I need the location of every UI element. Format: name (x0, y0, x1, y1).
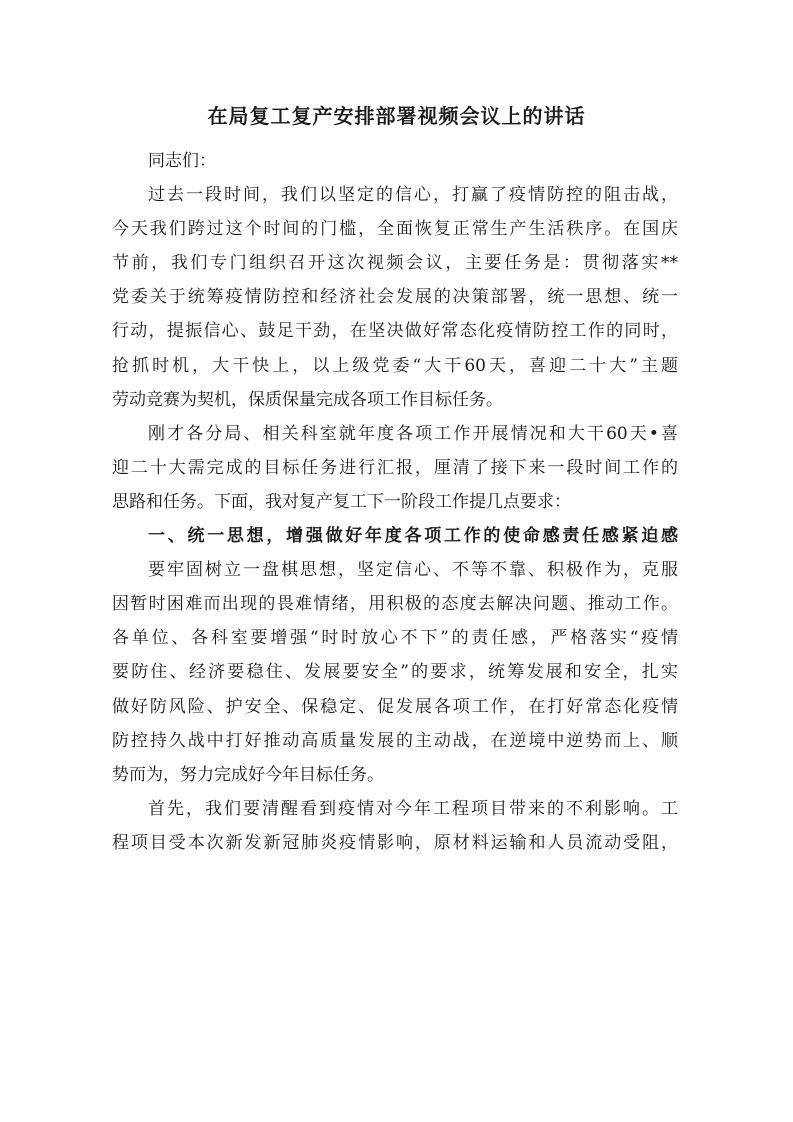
paragraph-line: 因暂时困难而出现的畏难情绪，用积极的态度去解决问题、推动工作。 (112, 594, 678, 615)
paragraph-line: 各单位、各科室要增强“时时放心不下”的责任感，严格落实“疫情 (112, 628, 678, 649)
paragraph-line: 防控持久战中打好推动高质量发展的主动战，在逆境中逆势而上、顺 (112, 730, 678, 751)
paragraph-line: 今天我们跨过这个时间的门槛，全面恢复正常生产生活秩序。在国庆 (112, 219, 678, 240)
paragraph (112, 553, 678, 792)
document-title: 在局复工复产安排部署视频会议上的讲话 (207, 104, 586, 128)
paragraph-line: 首先，我们要清醒看到疫情对今年工程项目带来的不利影响。工 (148, 798, 678, 819)
paragraph-line: 劳动竞赛为契机，保质保量完成各项工作目标任务。 (112, 389, 503, 410)
paragraph-line: 要防住、经济要稳住、发展要安全”的要求，统筹发展和安全，扎实 (112, 662, 678, 683)
paragraph-line: 抢抓时机，大干快上，以上级党委“大干60天，喜迎二十大”主题 (112, 355, 678, 376)
paragraph-line: 过去一段时间，我们以坚定的信心，打赢了疫情防控的阻击战， (148, 185, 678, 206)
paragraph-line: 势而为，努力完成好今年目标任务。 (112, 764, 384, 785)
paragraph-line: 程项目受本次新发新冠肺炎疫情影响，原材料运输和人员流动受阻， (112, 832, 678, 853)
paragraph-line: 刚才各分局、相关科室就年度各项工作开展情况和大干60天•喜 (148, 423, 678, 444)
paragraph-line: 行动，提振信心、鼓足干劲，在坚决做好常态化疫情防控工作的同时， (112, 321, 678, 342)
paragraph-line: 迎二十大需完成的目标任务进行汇报，厘清了接下来一段时间工作的 (112, 457, 678, 478)
section-heading: 一、统一思想，增强做好年度各项工作的使命感责任感紧迫感 (148, 526, 678, 547)
salutation: 同志们： (148, 151, 216, 171)
paragraph-line: 要牢固树立一盘棋思想，坚定信心、不等不靠、积极作为，克服 (148, 560, 678, 581)
paragraph-line: 思路和任务。下面，我对复产复工下一阶段工作提几点要求： (112, 491, 571, 512)
paragraph (112, 417, 678, 519)
paragraph-line: 做好防风险、护安全、保稳定、促发展各项工作，在打好常态化疫情 (112, 696, 678, 717)
paragraph-line: 党委关于统筹疫情防控和经济社会发展的决策部署，统一思想、统一 (112, 287, 678, 308)
paragraph (112, 178, 678, 417)
document-body (112, 144, 678, 860)
paragraph (112, 792, 678, 860)
paragraph-line: 节前，我们专门组织召开这次视频会议，主要任务是：贯彻落实** (112, 253, 678, 274)
